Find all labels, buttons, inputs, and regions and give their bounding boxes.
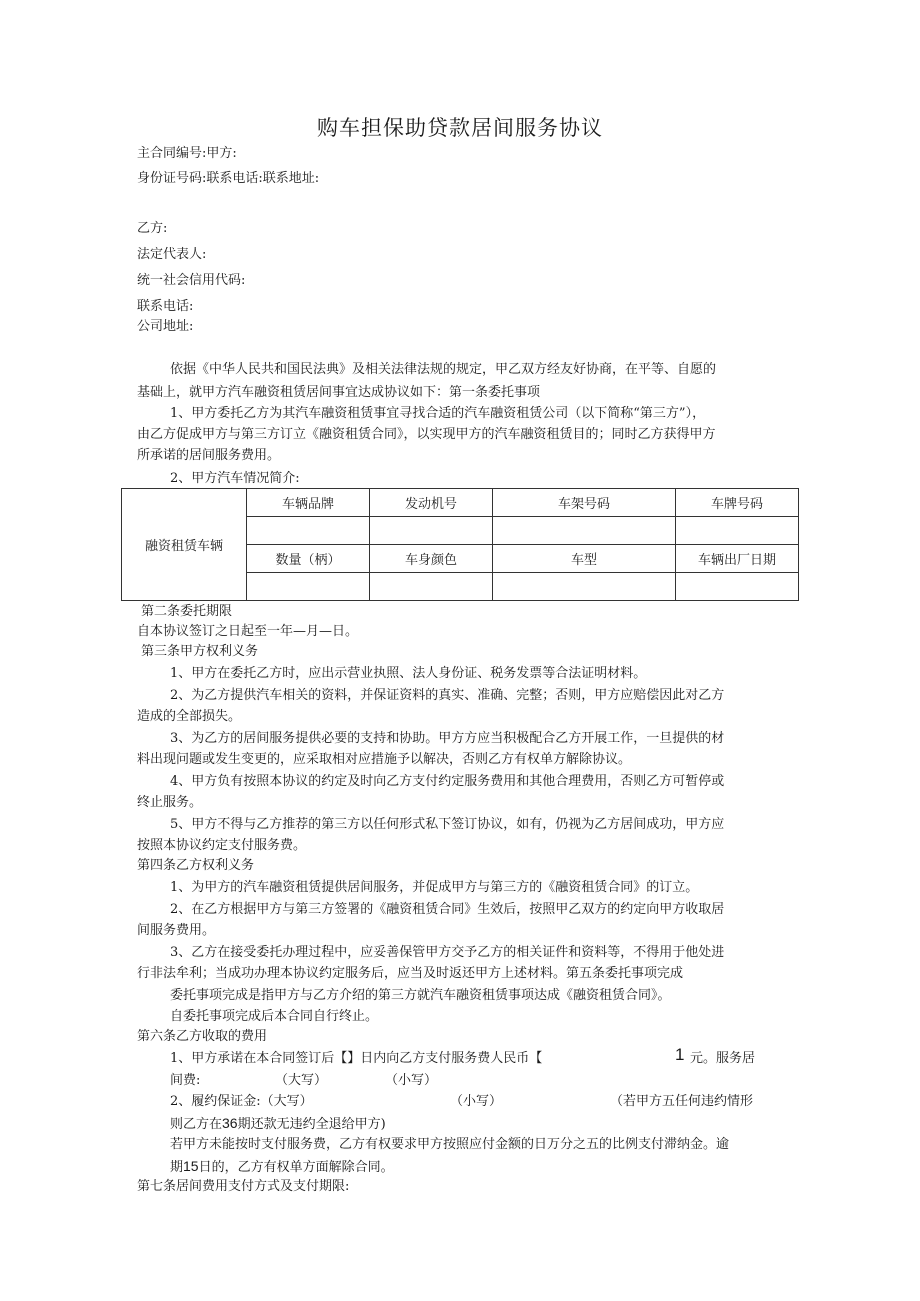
vehicle-info-table bbox=[121, 488, 799, 601]
intro-line-1: 依据《中华人民共和国民法典》及相关法律法规的规定，甲乙双方经友好协商，在平等、自愿的 bbox=[170, 362, 717, 377]
col-vehicle-brand: 车辆品牌 bbox=[247, 489, 370, 517]
article3-item4-line1: 4、甲方负有按照本协议的约定及时向乙方支付约定服务费用和其他合理费用，否则乙方可暂停或 bbox=[170, 774, 725, 789]
article2-text: 自本协议签订之日起至一年—月—日。 bbox=[137, 624, 359, 639]
article1-item2: 2、甲方汽车情况简介: bbox=[170, 471, 300, 486]
article4-item1: 1、为甲方的汽车融资租赁提供居间服务，并促成甲方与第三方的《融资租赁合同》的订立。 bbox=[170, 880, 699, 895]
article5-termination: 自委托事项完成后本合同自行终止。 bbox=[170, 1009, 379, 1024]
id-phone-address: 身份证号码:联系电话:联系地址: bbox=[137, 171, 320, 186]
col-quantity: 数量（柄） bbox=[247, 545, 370, 573]
table-cell bbox=[370, 573, 493, 601]
company-address: 公司地址: bbox=[137, 319, 194, 334]
article4-item2-line1: 2、在乙方根据甲方与第三方签署的《融资租赁合同》生效后，按照甲乙双方的约定向甲方收取居 bbox=[170, 902, 725, 917]
late-fee-pre: 期 bbox=[170, 1160, 184, 1175]
article6-item1-line1: 1、甲方承诺在本合同签订后【】日内向乙方支付服务费人民币【 bbox=[170, 1051, 543, 1066]
service-fee-small: （小写） bbox=[385, 1073, 438, 1088]
deposit-condition: （若甲方五任何违约情形 bbox=[610, 1094, 754, 1109]
deposit-refund-post: 期还款无违约全退给甲方) bbox=[237, 1117, 386, 1132]
table-side-label: 融资租赁车辆 bbox=[122, 489, 247, 601]
service-fee-amount: 1 bbox=[675, 1045, 685, 1064]
legal-representative: 法定代表人: bbox=[137, 247, 207, 262]
article3-item4-line2: 终止服务。 bbox=[137, 795, 203, 810]
table-cell bbox=[493, 517, 676, 545]
article1-item1-line3: 所承诺的居间服务费用。 bbox=[137, 448, 281, 463]
col-frame-number: 车架号码 bbox=[493, 489, 676, 517]
article3-heading: 第三条甲方权利义务 bbox=[141, 644, 259, 659]
col-model: 车型 bbox=[493, 545, 676, 573]
installment-count: 36 bbox=[222, 1115, 238, 1131]
party-b: 乙方: bbox=[137, 221, 168, 236]
col-engine-number: 发动机号 bbox=[370, 489, 493, 517]
service-fee-label: 间费: bbox=[170, 1073, 201, 1088]
col-body-color: 车身颜色 bbox=[370, 545, 493, 573]
article3-item3-line2: 料出现问题或发生变更的，应采取相对应措施予以解决，否则乙方有权单方解除协议。 bbox=[137, 752, 632, 767]
intro-line-2: 基础上，就甲方汽车融资租赁居间事宜达成协议如下：第一条委托事项 bbox=[137, 385, 541, 400]
article3-item1: 1、甲方在委托乙方时，应出示营业执照、法人身份证、税务发票等合法证明材料。 bbox=[170, 666, 647, 681]
article4-item3-line1: 3、乙方在接受委托办理过程中，应妥善保管甲方交予乙方的相关证件和资料等，不得用于他处进 bbox=[170, 945, 725, 960]
table-cell bbox=[676, 573, 799, 601]
late-fee-post: 日的，乙方有权单方面解除合同。 bbox=[198, 1160, 394, 1175]
credit-code: 统一社会信用代码: bbox=[137, 273, 246, 288]
col-manufacture-date: 车辆出厂日期 bbox=[676, 545, 799, 573]
col-plate-number: 车牌号码 bbox=[676, 489, 799, 517]
deposit-refund-line bbox=[170, 1114, 386, 1134]
article1-item1-line2: 由乙方促成甲方与第三方订立《融资租赁合同》，以实现甲方的汽车融资租赁目的；同时乙方获得甲方 bbox=[137, 427, 716, 442]
article4-item3-line2: 行非法牟利；当成功办理本协议约定服务后，应当及时返还甲方上述材料。第五条委托事项完成 bbox=[137, 966, 684, 981]
article3-item2-line1: 2、为乙方提供汽车相关的资料，并保证资料的真实、准确、完整；否则，甲方应赔偿因此对乙方 bbox=[170, 688, 725, 703]
contract-number-party-a: 主合同编号:甲方: bbox=[137, 146, 237, 161]
article1-item1-line1: 1、甲方委托乙方为其汽车融资租赁事宜寻找合适的汽车融资租赁公司（以下简称“第三方”）， bbox=[170, 406, 706, 421]
table-cell bbox=[247, 573, 370, 601]
deposit-label: 2、履约保证金:（大写） bbox=[170, 1094, 313, 1109]
document-title: 购车担保助贷款居间服务协议 bbox=[317, 116, 603, 140]
late-fee-line2 bbox=[170, 1157, 394, 1177]
table-cell bbox=[493, 573, 676, 601]
table-cell bbox=[247, 517, 370, 545]
article3-item2-line2: 造成的全部损失。 bbox=[137, 709, 242, 724]
overdue-days: 15 bbox=[183, 1158, 199, 1174]
late-fee-line1: 若甲方未能按时支付服务费，乙方有权要求甲方按照应付金额的日万分之五的比例支付滞纳金。逾 bbox=[170, 1137, 730, 1152]
article3-item3-line1: 3、为乙方的居间服务提供必要的支持和协助。甲方方应当积极配合乙方开展工作，一旦提供的材 bbox=[170, 731, 725, 746]
deposit-refund-pre: 则乙方在 bbox=[170, 1117, 223, 1132]
contact-phone: 联系电话: bbox=[137, 299, 194, 314]
article5-text: 委托事项完成是指甲方与乙方介绍的第三方就汽车融资租赁事项达成《融资租赁合同》。 bbox=[170, 988, 671, 1003]
article4-item2-line2: 间服务费用。 bbox=[137, 923, 216, 938]
article7-heading: 第七条居间费用支付方式及支付期限: bbox=[137, 1179, 350, 1194]
article6-item1-tail: 元。服务居 bbox=[690, 1051, 756, 1066]
article2-heading: 第二条委托期限 bbox=[141, 604, 233, 619]
service-fee-big: （大写） bbox=[275, 1073, 328, 1088]
article3-item5-line1: 5、甲方不得与乙方推荐的第三方以任何形式私下签订协议，如有，仍视为乙方居间成功，甲方应 bbox=[170, 817, 725, 832]
article4-heading: 第四条乙方权利义务 bbox=[137, 858, 255, 873]
table-cell bbox=[676, 517, 799, 545]
deposit-small: （小写） bbox=[450, 1094, 503, 1109]
article6-heading: 第六条乙方收取的费用 bbox=[137, 1029, 268, 1044]
article3-item5-line2: 按照本协议约定支付服务费。 bbox=[137, 838, 307, 853]
table-cell bbox=[370, 517, 493, 545]
